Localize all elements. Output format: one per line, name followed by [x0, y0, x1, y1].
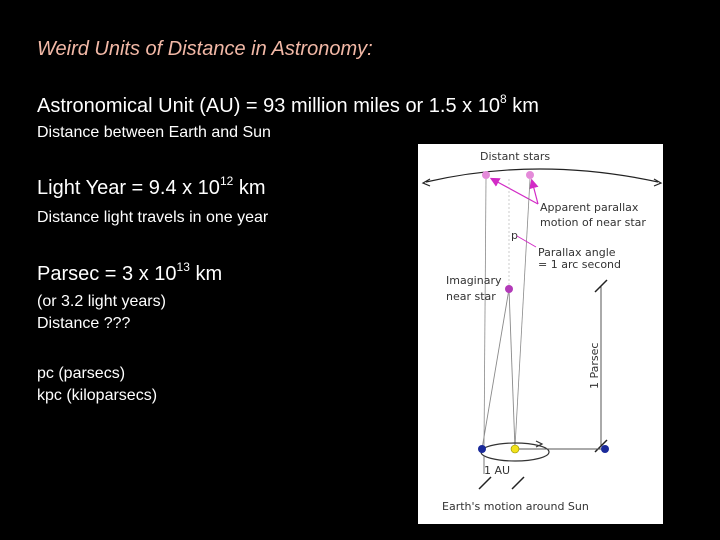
pc-exponent: 13	[176, 260, 190, 274]
apparent-star-left-icon	[482, 171, 490, 179]
angle-label-1: Parallax angle	[538, 246, 616, 259]
au-definition	[37, 92, 539, 118]
motion-label: Earth's motion around Sun	[442, 500, 589, 513]
abbr-kpc: kpc (kiloparsecs)	[37, 387, 158, 404]
sun-icon	[511, 445, 519, 453]
pc-description-2: Distance ???	[37, 315, 131, 332]
imaginary-label-2: near star	[446, 290, 496, 303]
sightline-left	[484, 179, 486, 447]
pc-main: Parsec = 3 x 10	[37, 263, 177, 285]
apparent-label-2: motion of near star	[540, 216, 646, 229]
pc-unit: km	[189, 263, 223, 285]
sky-arc	[426, 169, 658, 182]
earth-right-icon	[601, 445, 609, 453]
au-exponent: 8	[499, 92, 507, 106]
angle-label-2: = 1 arc second	[538, 258, 622, 271]
au-tick-left	[479, 477, 491, 489]
imaginary-label-1: Imaginary	[446, 274, 502, 287]
sightline-right	[515, 179, 530, 447]
ly-unit: km	[233, 177, 266, 199]
ly-exponent: 12	[219, 174, 234, 188]
ly-main: Light Year = 9.4 x 10	[37, 177, 220, 199]
parsec-label: 1 Parsec	[588, 342, 601, 389]
au-unit: km	[506, 95, 539, 117]
au-main: Astronomical Unit (AU) = 93 million miles or 1.5 x 10	[37, 95, 500, 117]
line-earth-left-star	[482, 289, 509, 449]
ly-definition	[37, 174, 266, 200]
parallax-diagram	[418, 144, 663, 524]
near-star-icon	[505, 285, 513, 293]
parallax-arrow-left	[492, 179, 538, 204]
au-label: 1 AU	[484, 464, 511, 477]
au-description: Distance between Earth and Sun	[37, 124, 271, 141]
apparent-label-1: Apparent parallax	[540, 201, 639, 214]
earth-left-icon	[478, 445, 486, 453]
au-tick-right	[512, 477, 524, 489]
distant-stars-label: Distant stars	[480, 150, 551, 163]
pc-definition	[37, 260, 223, 286]
slide-title: Weird Units of Distance in Astronomy:	[37, 38, 373, 60]
abbr-pc: pc (parsecs)	[37, 365, 126, 382]
line-sun-star	[509, 289, 515, 449]
apparent-star-right-icon	[526, 171, 534, 179]
ly-description: Distance light travels in one year	[37, 209, 269, 226]
pc-description-1: (or 3.2 light years)	[37, 293, 166, 310]
p-label: p	[511, 229, 518, 242]
parallax-svg	[418, 144, 663, 524]
